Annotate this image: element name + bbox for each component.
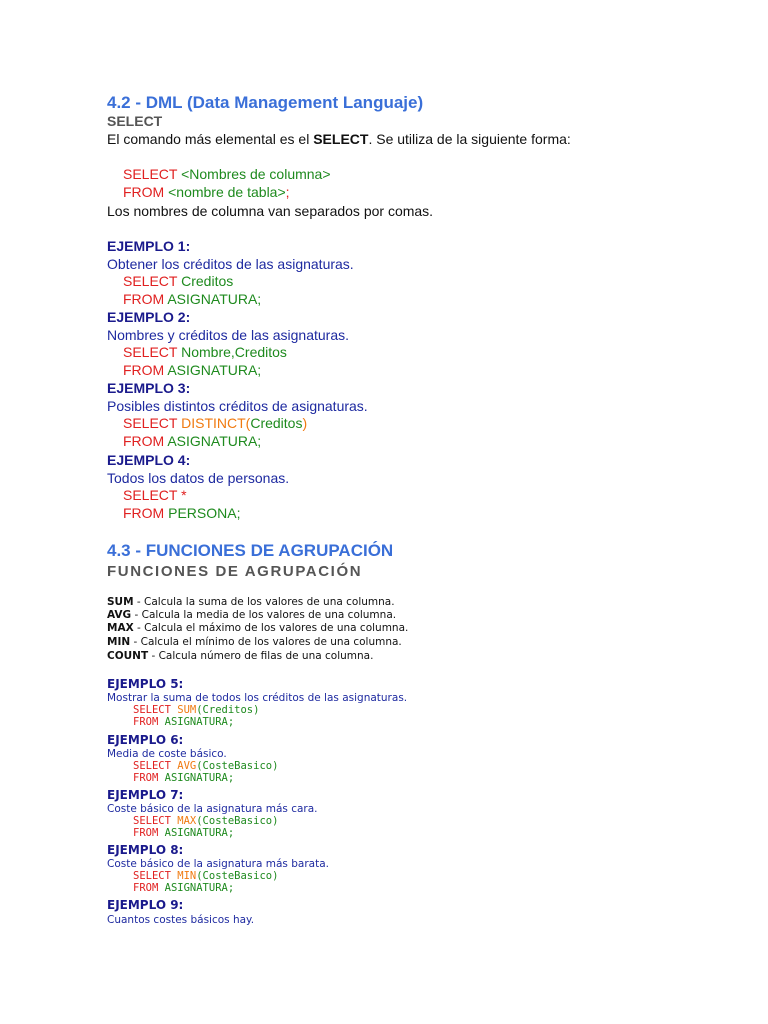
example-from-line xyxy=(123,433,261,450)
sql-argument: <Nombres de columna> xyxy=(177,166,331,182)
sql-keyword: SELECT xyxy=(123,487,178,503)
function-name: COUNT xyxy=(107,650,149,662)
sql-table: ASIGNATURA; xyxy=(158,772,235,784)
section-subtitle-agrupacion: FUNCIONES DE AGRUPACIÓN xyxy=(107,563,363,580)
sql-keyword: SELECT xyxy=(133,815,171,827)
function-desc: - Calcula el máximo de los valores de una columna. xyxy=(133,622,409,634)
sql-argument: <nombre de tabla> xyxy=(164,184,286,200)
sql-argument: (CosteBasico) xyxy=(196,760,279,772)
function-item-avg xyxy=(107,609,396,622)
sql-keyword: FROM xyxy=(123,291,165,307)
example-label: EJEMPLO 1: xyxy=(107,238,191,254)
sql-semicolon: ; xyxy=(285,184,290,200)
function-name: MIN xyxy=(107,636,131,648)
function-name: MAX xyxy=(107,622,134,634)
example-description: Posibles distintos créditos de asignaturas. xyxy=(107,398,368,414)
intro-text-before: El comando más elemental es el xyxy=(107,131,314,147)
intro-text-after: . Se utiliza de la siguiente forma: xyxy=(368,131,571,147)
intro-text-bold: SELECT xyxy=(313,131,369,147)
function-name: AVG xyxy=(107,609,132,621)
example-label: EJEMPLO 9: xyxy=(107,898,184,912)
sql-keyword: FROM xyxy=(123,433,165,449)
sql-keyword: SELECT xyxy=(123,415,178,431)
sql-keyword: FROM xyxy=(123,505,165,521)
function-item-max xyxy=(107,622,408,635)
section-subtitle-select: SELECT xyxy=(107,113,163,129)
sql-argument: Creditos xyxy=(250,415,303,431)
sql-table: ASIGNATURA; xyxy=(164,291,262,307)
function-item-sum xyxy=(107,596,395,609)
example-description: Nombres y créditos de las asignaturas. xyxy=(107,327,349,343)
function-item-count xyxy=(107,650,373,663)
sql-keyword: FROM xyxy=(133,827,159,839)
example-label: EJEMPLO 6: xyxy=(107,733,184,747)
syntax-line-select xyxy=(123,166,331,183)
sql-keyword: FROM xyxy=(133,772,159,784)
example-description: Cuantos costes básicos hay. xyxy=(107,914,255,926)
example-select-line xyxy=(123,344,287,361)
example-from-line xyxy=(133,716,234,729)
sql-function: AVG xyxy=(177,760,197,772)
function-desc: - Calcula el mínimo de los valores de una columna. xyxy=(130,636,402,648)
example-label: EJEMPLO 8: xyxy=(107,843,184,857)
sql-keyword: FROM xyxy=(133,716,159,728)
sql-argument: Nombre,Creditos xyxy=(177,344,287,360)
example-from-line xyxy=(133,882,234,895)
example-description: Todos los datos de personas. xyxy=(107,470,290,486)
example-from-line xyxy=(123,505,240,522)
example-description: Coste básico de la asignatura más barata. xyxy=(107,858,329,870)
sql-function: DISTINCT( xyxy=(181,415,251,431)
sql-keyword: FROM xyxy=(133,882,159,894)
sql-table: ASIGNATURA; xyxy=(158,827,235,839)
example-label: EJEMPLO 4: xyxy=(107,452,191,468)
example-from-line xyxy=(123,362,261,379)
section-title-agrupacion: 4.3 - FUNCIONES DE AGRUPACIÓN xyxy=(107,541,394,560)
sql-keyword: SELECT xyxy=(123,344,178,360)
sql-argument: Creditos xyxy=(177,273,234,289)
example-from-line xyxy=(133,772,234,785)
sql-argument: (Creditos) xyxy=(196,704,260,716)
example-label: EJEMPLO 5: xyxy=(107,677,184,691)
sql-table: ASIGNATURA; xyxy=(158,882,235,894)
example-label: EJEMPLO 7: xyxy=(107,788,184,802)
function-desc: - Calcula la media de los valores de una columna. xyxy=(131,609,397,621)
example-select-line xyxy=(123,415,307,432)
sql-keyword: SELECT xyxy=(133,704,171,716)
example-select-line xyxy=(123,487,187,504)
sql-table: ASIGNATURA; xyxy=(164,362,262,378)
example-from-line xyxy=(133,827,234,840)
example-label: EJEMPLO 2: xyxy=(107,309,191,325)
sql-keyword: SELECT xyxy=(133,870,171,882)
function-item-min xyxy=(107,636,402,649)
sql-function: MIN xyxy=(177,870,197,882)
example-description: Mostrar la suma de todos los créditos de las asignaturas. xyxy=(107,692,408,704)
sql-keyword: SELECT xyxy=(133,760,171,772)
function-desc: - Calcula la suma de los valores de una columna. xyxy=(133,596,395,608)
example-description: Coste básico de la asignatura más cara. xyxy=(107,803,318,815)
example-description: Obtener los créditos de las asignaturas. xyxy=(107,256,354,272)
sql-paren-close: ) xyxy=(302,415,308,431)
intro-paragraph xyxy=(107,131,571,148)
section-title-dml: 4.2 - DML (Data Management Languaje) xyxy=(107,93,424,112)
example-description: Media de coste básico. xyxy=(107,748,227,760)
sql-keyword: FROM xyxy=(123,362,165,378)
example-from-line xyxy=(123,291,261,308)
sql-table: PERSONA; xyxy=(164,505,241,521)
syntax-line-from xyxy=(123,184,290,201)
note-paragraph: Los nombres de columna van separados por comas. xyxy=(107,203,434,219)
sql-keyword: FROM xyxy=(123,184,165,200)
sql-argument: (CosteBasico) xyxy=(196,870,279,882)
sql-argument: (CosteBasico) xyxy=(196,815,279,827)
function-name: SUM xyxy=(107,596,134,608)
sql-star: * xyxy=(177,487,187,503)
sql-keyword: SELECT xyxy=(123,166,178,182)
sql-keyword: SELECT xyxy=(123,273,178,289)
sql-table: ASIGNATURA; xyxy=(164,433,262,449)
example-label: EJEMPLO 3: xyxy=(107,380,191,396)
sql-table: ASIGNATURA; xyxy=(158,716,235,728)
sql-function: MAX xyxy=(177,815,197,827)
example-select-line xyxy=(123,273,233,290)
function-desc: - Calcula número de filas de una columna. xyxy=(148,650,374,662)
sql-function: SUM xyxy=(177,704,197,716)
